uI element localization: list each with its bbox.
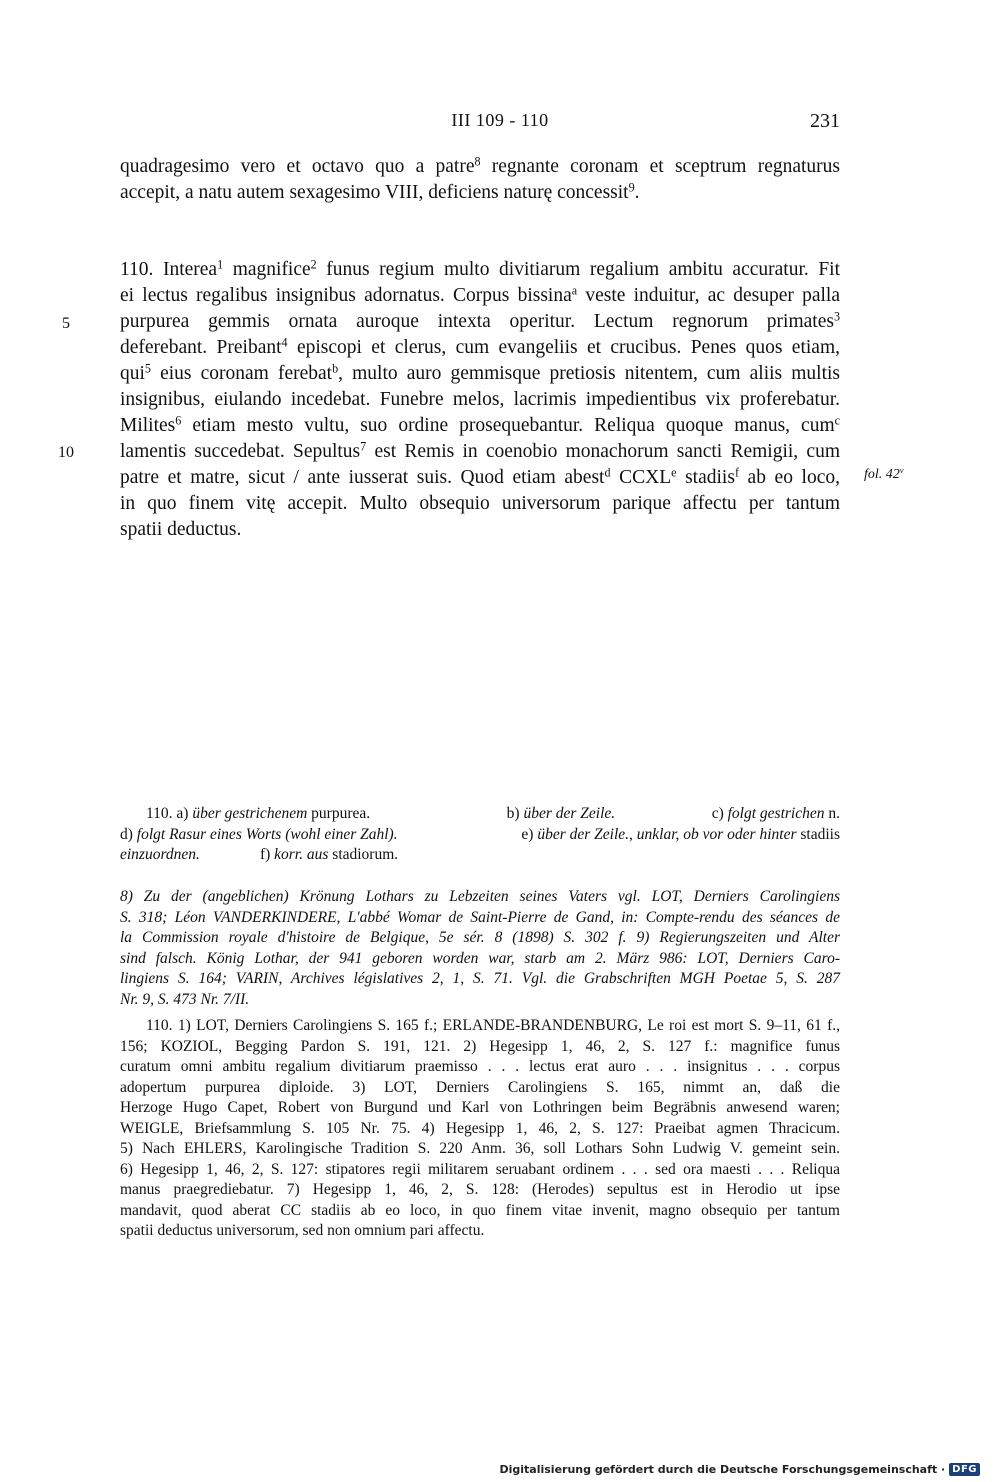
line-number-5: 5: [62, 315, 70, 332]
text-line: quadragesimo vero et octavo quo a patre$^8$ regnante coronam et sceptrum regnaturus: [120, 154, 840, 177]
text-line: patre et matre, sicut / ante iusserat suis. Quod etiam abest$^d$ CCXLe stadiis$^f$ ab eo loco,: [120, 465, 841, 488]
text-line: accepit, a natu autem sexagesimo VIII, deficiens naturę concessit$^9$.: [120, 180, 640, 203]
text-line: 6) Hegesipp 1, 46, 2, S. 127: stipatores regii militarem seruabant ordinem . . . sed ora maesti . . . Reliqua: [120, 1160, 840, 1178]
text-line: adopertum purpurea diploide. 3) LOT, Derniers Carolingiens S. 165, nimmt an, daß die: [120, 1078, 840, 1096]
page-number: 231: [810, 110, 840, 132]
text-line: in quo finem vitę accepit. Multo obsequio universorum parique affectu per tantum: [120, 493, 840, 514]
commentary-notes-8-9: [120, 887, 840, 1010]
text-line: manus praegrediebatur. 7) Hegesipp 1, 46, 2, S. 128: (Herodes) sepultus est in Herodio ut ipse: [120, 1181, 840, 1198]
text-line: spatii deductus.: [120, 519, 242, 540]
line-number-10: 10: [58, 444, 74, 461]
text-line: lamentis succedebat. Sepultus$^7$ est Remis in coenobio monachorum sancti Remigii, cum: [120, 439, 840, 462]
critical-apparatus: [120, 804, 840, 866]
text-line: 8) Zu der (angeblichen) Krönung Lothars zu Lebzeiten seines Vaters vgl. LOT, Derniers Carolingiens: [120, 888, 840, 905]
text-line: 110. Interea$^1$ magnifice$^2$ funus regium multo divitiarum regalium ambitu accuratur. Fit: [120, 257, 840, 280]
text-line: S. 318; Léon VANDERKINDERE, L'abbé Womar de Saint-Pierre de Gand, in: Compte-rendu des séances de: [120, 908, 840, 926]
apparatus-row: einzuordnen. f) korr. aus stadiorum.: [120, 846, 399, 863]
dfg-logo: DFG: [949, 1463, 980, 1476]
text-line: la Commission royale d'histoire de Belgique, 5e sér. 8 (1898) S. 302 f. 9) Regierungszeiten und Alter: [120, 929, 840, 946]
text-line: sind falsch. König Lothar, der 941 geboren worden war, starb am 2. März 986: LOT, Derniers Caro-: [120, 949, 840, 967]
text-line: mandavit, quod aberat CC stadiis ab eo loco, in quo finem vitae invenit, magno obsequio per tantum: [120, 1201, 840, 1219]
text-line: ei lectus regalibus insignibus adornatus. Corpus bissina$^a$ veste induitur, ac desuper palla: [120, 283, 840, 306]
text-line: WEIGLE, Briefsammlung S. 105 Nr. 75. 4) Hegesipp 1, 46, 2, S. 127: Praeibat agmen Thracicum.: [120, 1119, 840, 1137]
chapter-110-paragraph: [120, 257, 840, 543]
text-line: Herzoge Hugo Capet, Robert von Burgund und Karl von Lothringen beim Begräbnis anwesend waren;: [120, 1099, 840, 1116]
text-line: purpurea gemmis ornata auroque intexta operitur. Lectum regnorum primates$^3$: [120, 309, 840, 332]
text-line: Nr. 9, S. 473 Nr. 7/II.: [120, 990, 250, 1008]
running-title: III 109 - 110: [451, 110, 549, 130]
text-line: lingiens S. 164; VARIN, Archives législatives 2, 1, S. 71. Vgl. die Grabschriften MGH Poetae 5, S. 287: [120, 970, 840, 987]
intro-paragraph: [120, 154, 840, 206]
text-line: curatum omni ambitu regalium divitiarum praemisso . . . lectus erat auro . . . insignitus . . . corpus: [120, 1058, 840, 1075]
text-line: spatii deductus universorum, sed non omnium pari affectu.: [120, 1222, 485, 1239]
text-line: qui$^5$ eius coronam ferebat$^b$, multo auro gemmisque pretiosis nitentem, cum aliis multis: [120, 361, 840, 384]
text-line: 156; KOZIOL, Begging Pardon S. 191, 121. 2) Hegesipp 1, 46, 2, S. 127 f.: magnifice funus: [120, 1037, 840, 1055]
text-line: deferebant. Preibant$^4$ episcopi et clerus, cum evangeliis et crucibus. Penes quos etiam,: [120, 335, 840, 358]
text-line: 110. 1) LOT, Derniers Carolingiens S. 165 f.; ERLANDE-BRANDENBURG, Le roi est mort S. 9–11, 61 f.,: [146, 1017, 840, 1034]
folio-margin-note: fol. 42$^v$: [864, 465, 904, 482]
commentary-notes-110: [120, 1016, 840, 1242]
apparatus-row: d) folgt Rasur eines Worts (wohl einer Zahl). e) über der Zeile., unklar, ob vor oder hinter stadiis: [120, 825, 840, 843]
text-line: Milites$^6$ etiam mesto vultu, suo ordine prosequebantur. Reliqua quoque manus, cum$^c$: [120, 413, 840, 436]
text-line: insignibus, eiulando incedebat. Funebre melos, lacrimis impedientibus vix proferebatur.: [120, 389, 840, 410]
digitization-credit: Digitalisierung gefördert durch die Deutsche Forschungsgemeinschaft · DFG: [499, 1463, 980, 1476]
apparatus-row: 110. a) über gestrichenem purpurea. b) über der Zeile. c) folgt gestrichen n.: [146, 805, 840, 822]
text-line: 5) Nach EHLERS, Karolingische Tradition S. 220 Anm. 36, soll Lothars Sohn Ludwig V. gemeint sein.: [120, 1140, 840, 1157]
